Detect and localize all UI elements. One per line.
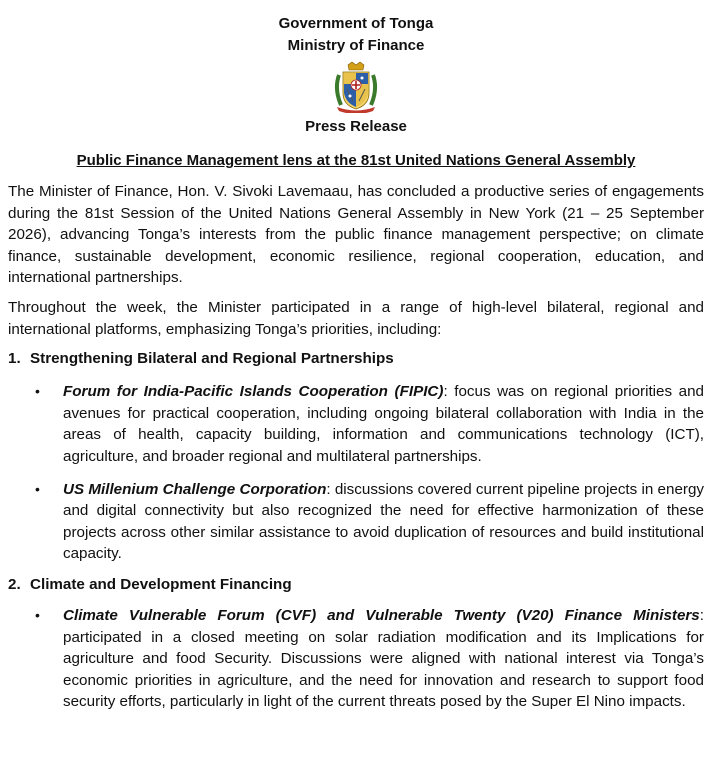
bullet-lead: Climate Vulnerable Forum (CVF) and Vulnerable Twenty (V20) Finance Ministers <box>63 606 700 624</box>
document-title: Public Finance Management lens at the 81st United Nations General Assembly <box>76 152 636 169</box>
tonga-coat-of-arms-icon <box>333 61 379 113</box>
section-1-bullet-list <box>8 381 704 565</box>
bullet-text: : participated in a closed meeting on solar radiation modification and its Implications for agriculture and food Security. Discussions were aligned with national interest via Tonga’s economic priorities in agriculture, and the need for innovation and research to support food security efforts, particularly in light of the current threats posed by the Super El Nino impacts. <box>63 606 704 711</box>
bullet-text: : focus was on regional priorities and avenues for practical cooperation, including ongoing bilateral collaboration with India in the areas of health, capacity building, information and communications technology (ICT), agriculture, and broader regional and multilateral partnerships. <box>63 383 704 465</box>
section-number: 1. <box>8 350 21 368</box>
bullet-lead: US Millenium Challenge Corporation <box>63 480 327 498</box>
section-2-bullet-list <box>8 605 704 713</box>
section-2-heading <box>8 574 704 595</box>
section-1-heading <box>8 348 704 369</box>
bullet-item-fipic <box>8 381 704 467</box>
week-summary-paragraph: Throughout the week, the Minister participated in a range of high-level bilateral, regional and international platforms, emphasizing Tonga’s priorities, including: <box>8 298 704 338</box>
bullet-icon: • <box>35 606 40 623</box>
press-release-label: Press Release <box>305 118 407 135</box>
bullet-icon: • <box>35 383 40 400</box>
section-title: Strengthening Bilateral and Regional Partnerships <box>30 350 394 368</box>
ministry-name: Ministry of Finance <box>287 37 425 54</box>
section-title: Climate and Development Financing <box>30 575 292 593</box>
section-number: 2. <box>8 575 21 593</box>
document-header <box>8 0 704 57</box>
intro-paragraph: The Minister of Finance, Hon. V. Sivoki Lavemaau, has concluded a productive series of engagements during the 81st Session of the United Nations General Assembly in New York (21 – 25 September 2026), advancing Tonga’s interests from the public finance management perspective; on climate finance, sustainable development, economic resilience, regional cooperation, education, and international partnerships. <box>8 183 704 287</box>
government-name: Government of Tonga <box>278 15 434 32</box>
bullet-text: : discussions covered current pipeline projects in energy and digital connectivity but also recognized the need for effective harmonization of these projects across other similar assistance to avoid duplication of resources and build institutional capacity. <box>63 480 704 563</box>
bullet-icon: • <box>35 480 40 497</box>
bullet-item-mcc <box>8 479 704 565</box>
bullet-item-cvf-v20 <box>8 605 704 713</box>
bullet-lead: Forum for India-Pacific Islands Cooperation (FIPIC) <box>63 383 444 401</box>
